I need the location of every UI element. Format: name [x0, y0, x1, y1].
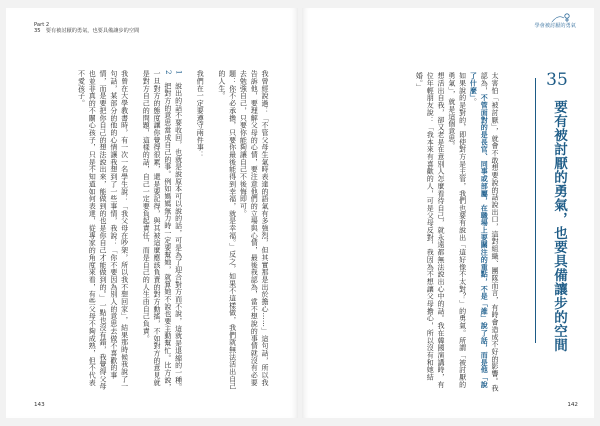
series-mark: 學會被討厭的勇氣 — [534, 23, 576, 29]
part-label: Part 2 — [34, 22, 50, 28]
left-page — [6, 8, 298, 418]
page-number: 142 — [567, 402, 578, 408]
running-header — [34, 22, 139, 34]
chapter-divider — [535, 78, 536, 343]
right-body-text: 太害怕「被討厭」，就會不敢想要說的話說出口，這對組織、團隊而言，有時會造成不好的影響。我認為，不管面對的是長官、同事或部屬，在職場上要關注的重點，不是「誰」說了話，而是他「說了什麼」。 如果說的是對的，即使對方是主管，我們也要有說出「這好像不太對？」的勇氣。所謂「被討厭的勇氣」，就是這個意思。 想活出自我，卻又老是在意別人怎麼看待自己，就永遠都無法說出心中的話。我在韓國演講時，有位年輕朋友說：「我本來有喜歡的人，可是父母反對，我因為不想讓父母擔心，所以沒有和她結婚。」 — [415, 72, 499, 392]
page-number: 143 — [34, 402, 45, 408]
running-subtitle: 35 要有被討厭的勇氣，也要具備讓步的空間 — [34, 28, 140, 34]
chapter-title: 要有被討厭的勇氣，也要具備讓步的空間 — [551, 100, 567, 352]
right-page — [302, 8, 594, 418]
left-body-text: 我曾經說過：「不管父母生氣時表達的語氣有多強烈，但其實那是出於擔心……」這句話，所以我告訴他，要理解父母的心情，要注意他們的立場與心情，最後我認為，當不想說的事情就沒有必要去勉強自己，只要你能夠讓自己不後悔即可。 題：你不必承擔，只要你最後能得到幸福，就是幸福。」反之，如果不這樣做，我們就無法活出自己的人生。 我們在一定要遵守兩件事： 1 說出的話不要收回，也就是說原本可以說的話，可是為了迎合對方而不說，這就是退縮的一種。 2 把對方的意思當成自己的事。例如媽媽無力時一定要幫她，就算她不說也要主動幫忙。比方說，一旦對方的態度讓你覺得很累，還是要記得，與其被這麼應該負責的對方動搖，不如對方的意見就是對方自己的問題，這樣的話，自己一定要負起責任，而是自己的人生由自己負責。 我曾在大學教書時，有一次一名學生說：「我父母在吵架，所以我不想回家」，結果那時候我說了一句話，某部分的他的心情讓我想到了一些事情，我說：「你不要因為別人的意思去做不喜歡的事情，而是要把你自己的想法說出來，能做到的也是你自己才能做到的。」一點也沒有錯，我覺得父母也並非真的不關心孩子，只是不知道如何表達，從專家的角度來看，有些父母不夠成熟，但不代表不愛孩子。 — [77, 70, 269, 391]
chapter-number: 35 — [546, 70, 568, 90]
